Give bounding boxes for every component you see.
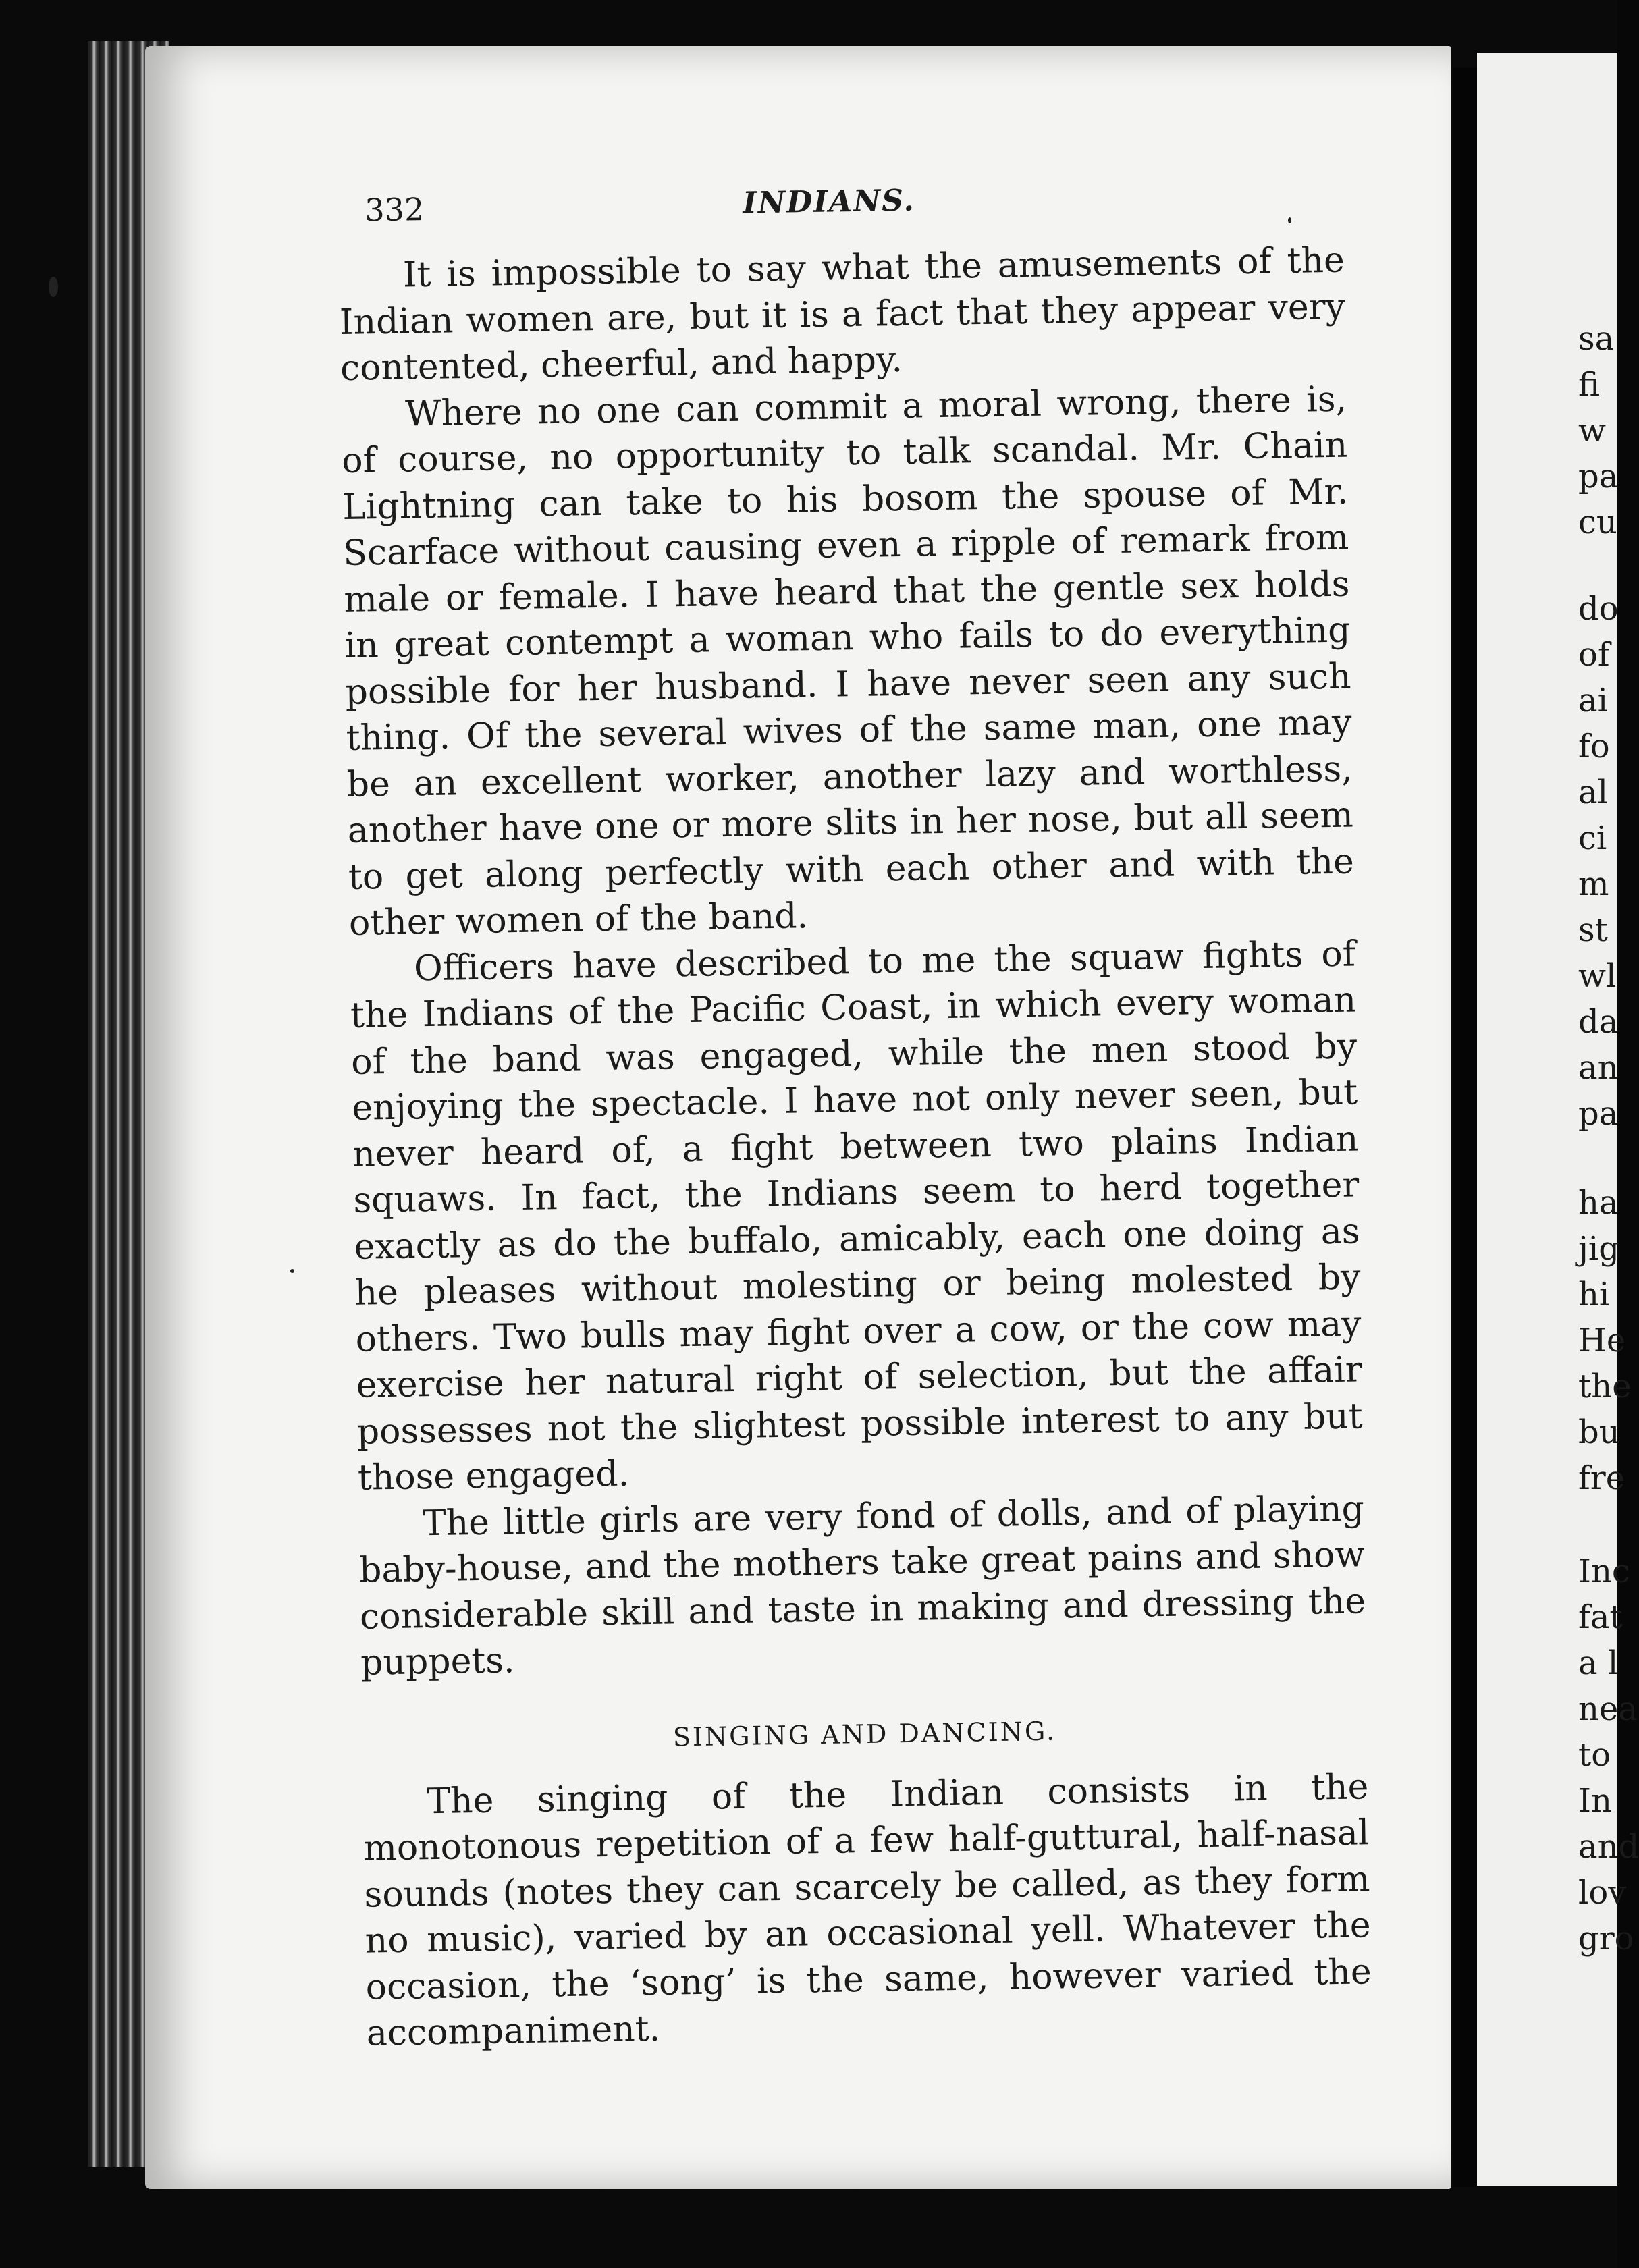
facing-page-fragment: pa bbox=[1578, 458, 1619, 495]
page-number: 332 bbox=[364, 190, 425, 229]
facing-page-fragment: the bbox=[1578, 1368, 1632, 1405]
paragraph: Where no one can commit a moral wrong, there is, of course, no opportunity to talk scandal. Mr. Chain Lightning can take to his bosom the spouse of Mr. Scarface without causing even a ripple of remark from male or female. I have heard that the gentle sex holds in great contempt a woman who fails to do everything possible for her husband. I have never seen any such thing. Of the several wives of the same man, one may be an excellent worker, another lazy and worthless, another have one or more slits in her nose, but all seem to get along perfectly with each other and with the other women of the band. bbox=[341, 379, 1355, 944]
facing-page-fragment: ai bbox=[1578, 682, 1608, 720]
facing-page-fragment: Inc bbox=[1578, 1552, 1630, 1590]
facing-page-fragment: gro bbox=[1578, 1920, 1634, 1958]
running-title: INDIANS. bbox=[742, 183, 916, 221]
facing-page-fragment: a l bbox=[1578, 1644, 1619, 1682]
facing-page-fragment: do bbox=[1578, 590, 1619, 628]
facing-page-fragment: bu bbox=[1578, 1413, 1620, 1451]
facing-page-fragment: lov bbox=[1578, 1874, 1627, 1912]
facing-page-fragment: He bbox=[1578, 1322, 1626, 1359]
facing-page-fragment: da bbox=[1578, 1003, 1619, 1041]
facing-page-fragment: hi bbox=[1578, 1276, 1610, 1314]
paragraph: Officers have described to me the squaw fights of the Indians of the Pacific Coast, in which every woman of the band was engaged, while the men stood by enjoying the spectacle. I have not only never seen, but never heard of, a fight between two plains Indian squaws. In fact, the Indians seem to herd together exactly as do the buffalo, amicably, each one doing as he pleases without molesting or being molested by others. Two bulls may fight over a cow, or the cow may exercise her natural right of selection, but the affair possesses not the slightest possible interest to any but those engaged. bbox=[350, 933, 1364, 1498]
facing-page-edge bbox=[1477, 53, 1639, 2186]
facing-page-fragment: to bbox=[1578, 1736, 1611, 1774]
facing-page-fragment: fat bbox=[1578, 1598, 1623, 1636]
section-heading: SINGING AND DANCING. bbox=[672, 1716, 1057, 1752]
facing-page-fragment: an bbox=[1578, 1049, 1619, 1087]
facing-page-fragment: al bbox=[1578, 774, 1608, 811]
facing-page-fragment: nea bbox=[1578, 1690, 1638, 1728]
facing-page-fragment: pa bbox=[1578, 1095, 1619, 1133]
facing-page-fragment: fo bbox=[1578, 728, 1610, 765]
facing-page-fragment: In bbox=[1578, 1782, 1612, 1820]
facing-page-fragment: jig bbox=[1578, 1230, 1619, 1268]
paragraph: The little girls are very fond of dolls, and of playing baby-house, and the mothers take great pains and show considerable skill and taste in making and dressing the puppets. bbox=[358, 1488, 1366, 1683]
scan-speck bbox=[290, 1269, 294, 1273]
facing-page-fragment: wl bbox=[1578, 957, 1617, 995]
page-gutter bbox=[1453, 68, 1477, 2187]
facing-page-fragment: sa bbox=[1578, 320, 1615, 358]
facing-page-fragment: of bbox=[1578, 636, 1610, 674]
facing-page-fragment: fre bbox=[1578, 1459, 1625, 1497]
facing-page-fragment: and bbox=[1578, 1828, 1639, 1866]
facing-page-fragment: cu bbox=[1578, 504, 1617, 541]
paragraph: It is impossible to say what the amusements of the Indian women are, but it is a fact that they appear very contented, cheerful, and happy. bbox=[339, 240, 1346, 389]
facing-page-fragment: st bbox=[1578, 911, 1608, 949]
facing-page-fragment: ci bbox=[1578, 819, 1607, 857]
paragraph: The singing of the Indian consists in the monotonous repetition of a few half-guttural, half-nasal sounds (notes they can scarcely be called, as they form no music), varied by an occasional yell. Whatever the occasion, the ‘song’ is the same, however varied the accompaniment. bbox=[363, 1766, 1372, 2054]
scan-speck bbox=[49, 277, 58, 297]
page-text-block bbox=[338, 177, 1372, 2057]
facing-page-fragment: ha bbox=[1578, 1184, 1619, 1222]
facing-page-fragment: fi bbox=[1578, 366, 1601, 404]
facing-page-fragment: w bbox=[1578, 412, 1607, 450]
facing-page-fragment: m bbox=[1578, 865, 1609, 903]
